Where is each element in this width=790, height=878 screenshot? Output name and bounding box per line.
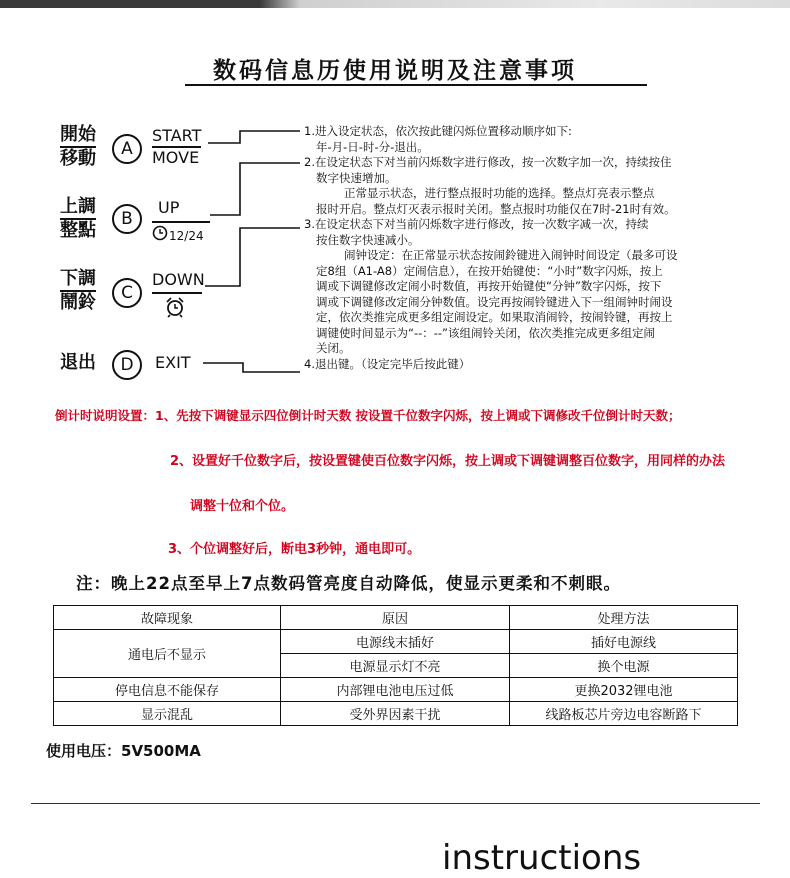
brightness-note: 注：晚上22点至早上7点数码管亮度自动降低，使显示更柔和不刺眼。 xyxy=(76,574,621,593)
table-cell: 通电后不显示 xyxy=(54,630,281,678)
table-cell: 受外界因素干扰 xyxy=(281,702,510,726)
table-row xyxy=(54,702,738,726)
label-12-24: 12/24 xyxy=(169,229,204,243)
instr-line: 2.在设定状态下对当前闪烁数字进行修改，按一次数字加一次，持续按住 xyxy=(304,155,672,169)
table-cell: 内部锂电池电压过低 xyxy=(281,678,510,702)
connector-c xyxy=(205,228,300,286)
connector-a xyxy=(208,131,300,143)
instr-line: 按住数字快速减小。 xyxy=(316,232,420,247)
label-up-zh: 上調 xyxy=(60,196,96,217)
label-start-en: START xyxy=(152,126,202,145)
instr-line: 1.进入设定状态，依次按此键闪烁位置移动顺序如下: xyxy=(304,124,572,138)
label-down-zh: 下調 xyxy=(60,268,96,289)
countdown-line-1: 倒计时说明设置：1、先按下调键显示四位倒计时天数 按设置千位数字闪烁，按上调或下调修改千位倒计时天数； xyxy=(55,408,681,423)
instr-line: 闹钟设定：在正常显示状态按闹鈴键进入闹钟时间设定（最多可设 xyxy=(344,248,678,262)
label-hourly-zh: 整點 xyxy=(60,220,96,241)
label-alarm-zh: 鬧鈴 xyxy=(60,292,96,313)
voltage-spec: 使用电压：5V500MA xyxy=(46,742,201,760)
circle-letter-d: D xyxy=(112,350,142,380)
instr-line: 定8组（A1-A8）定闹信息），在按开始键使：“小时”数字闪烁，按上 xyxy=(316,263,663,278)
section-divider xyxy=(31,803,760,804)
instr-line: 4.退出键。（设定完毕后按此键） xyxy=(304,356,471,371)
label-exit-zh: 退出 xyxy=(60,352,96,373)
instr-line: 数字快速增加。 xyxy=(316,170,397,185)
fault-table xyxy=(53,605,738,726)
table-header: 处理方法 xyxy=(510,606,738,630)
table-header: 故障现象 xyxy=(54,606,281,630)
label-up-en-text: UP xyxy=(158,198,180,217)
connector-d xyxy=(203,363,300,372)
instr-line: 年-月-日-时-分-退出。 xyxy=(316,139,429,154)
table-cell: 插好电源线 xyxy=(510,630,738,654)
table-cell: 换个电源 xyxy=(510,654,738,678)
countdown-line-3: 调整十位和个位。 xyxy=(190,499,295,514)
table-cell: 显示混乱 xyxy=(54,702,281,726)
table-cell: 线路板芯片旁边电容断路下 xyxy=(510,702,738,726)
table-cell: 电源显示灯不亮 xyxy=(281,654,510,678)
label-start-zh: 開始 xyxy=(60,124,96,145)
connector-b xyxy=(210,163,300,215)
table-header: 原因 xyxy=(281,606,510,630)
instr-line: 正常显示状态，进行整点报时功能的选择。整点灯亮表示整点 xyxy=(344,186,655,200)
table-cell: 电源线末插好 xyxy=(281,630,510,654)
label-move-en: MOVE xyxy=(152,146,201,168)
instr-line: 3.在设定状态下对当前闪烁数字进行修改，按一次数字减一次，持续 xyxy=(304,217,649,231)
table-cell: 停电信息不能保存 xyxy=(54,678,281,702)
instr-line: 报时开启。整点灯灭表示报时关闭。整点报时功能仅在7时-21时有效。 xyxy=(316,201,676,216)
table-row xyxy=(54,678,738,702)
instr-line: 定，依次类推完成更多组定闹设定。如果取消闹铃，按闹铃键，再按上 xyxy=(316,310,673,324)
label-exit-en: EXIT xyxy=(155,353,191,372)
label-move-zh: 移動 xyxy=(60,148,96,169)
countdown-line-4: 3、个位调整好后，断电3秒钟，通电即可。 xyxy=(168,542,421,557)
circle-letter-a: A xyxy=(112,134,142,164)
circle-letter-b: B xyxy=(112,204,142,234)
instr-line: 调或下调键修改定闹分钟数值。设完再按闹铃键进入下一组闹钟时闹设 xyxy=(316,294,673,309)
table-cell: 更换2032锂电池 xyxy=(510,678,738,702)
instructions-heading: instructions xyxy=(442,838,642,878)
instruction-text xyxy=(304,124,774,372)
instr-line: 调键使时间显示为“--：--”该组闹铃关闭，依次类推完成更多组定闹 xyxy=(316,325,656,340)
countdown-line-2: 2、设置好千位数字后，按设置键使百位数字闪烁，按上调或下调键调整百位数字，用同样的办法 xyxy=(170,454,726,469)
instr-line: 关闭。 xyxy=(316,341,351,355)
table-header-row xyxy=(54,606,738,630)
table-row xyxy=(54,630,738,654)
label-down-en-text: DOWN xyxy=(152,270,205,289)
circle-letter-c: C xyxy=(112,278,142,308)
instr-line: 调或下调键修改定闹小时数值，再按开始键使“分钟”数字闪烁，按下 xyxy=(316,279,662,293)
page-title: 数码信息历使用说明及注意事项 xyxy=(213,58,577,84)
